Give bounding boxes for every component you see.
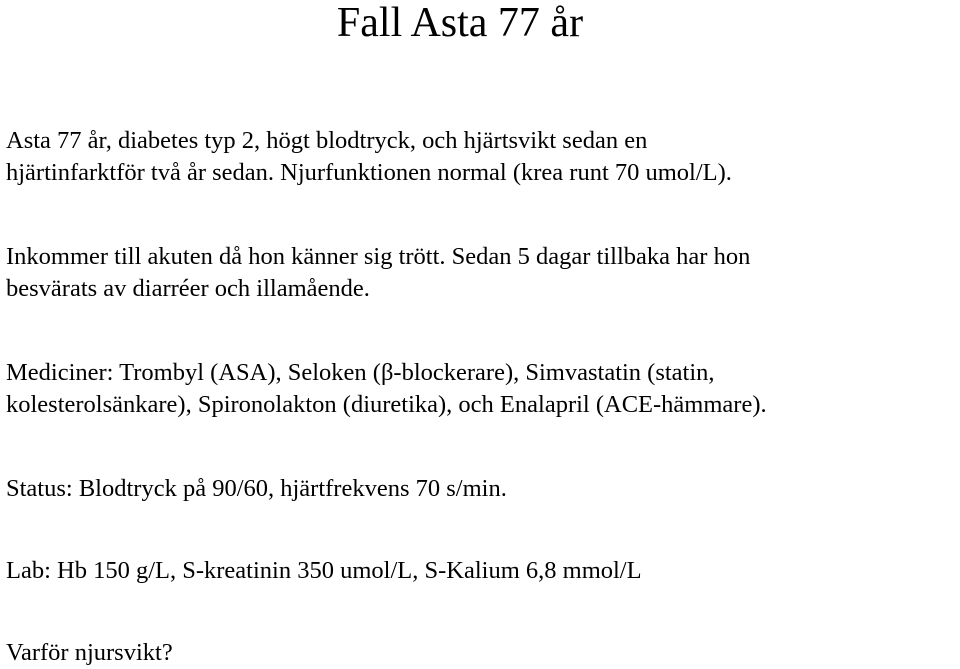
text-line: Lab: Hb 150 g/L, S-kreatinin 350 umol/L, S-Kalium 6,8 mmol/L [6, 557, 642, 584]
presentation-paragraph [6, 241, 956, 305]
text-line: Varför njursvikt? [6, 639, 173, 666]
slide-title [0, 0, 960, 46]
text-line: hjärtinfarktför två år sedan. Njurfunktionen normal (krea runt 70 umol/L). [6, 159, 732, 186]
question-paragraph [6, 637, 956, 669]
slide-title-text: Fall Asta 77 år [336, 0, 584, 46]
text-line: Status: Blodtryck på 90/60, hjärtfrekvens 70 s/min. [6, 475, 507, 502]
status-paragraph [6, 473, 956, 505]
text-line: Asta 77 år, diabetes typ 2, högt blodtryck, och hjärtsvikt sedan en [6, 127, 648, 154]
lab-paragraph [6, 555, 956, 587]
medications-paragraph [6, 357, 956, 421]
text-line: Inkommer till akuten då hon känner sig trött. Sedan 5 dagar tillbaka har hon [6, 243, 751, 270]
text-line: besvärats av diarréer och illamående. [6, 275, 370, 302]
text-line: Mediciner: Trombyl (ASA), Seloken (β-blockerare), Simvastatin (statin, [6, 359, 715, 386]
text-line: kolesterolsänkare), Spironolakton (diuretika), och Enalapril (ACE-hämmare). [6, 391, 767, 418]
patient-history-paragraph [6, 125, 956, 189]
